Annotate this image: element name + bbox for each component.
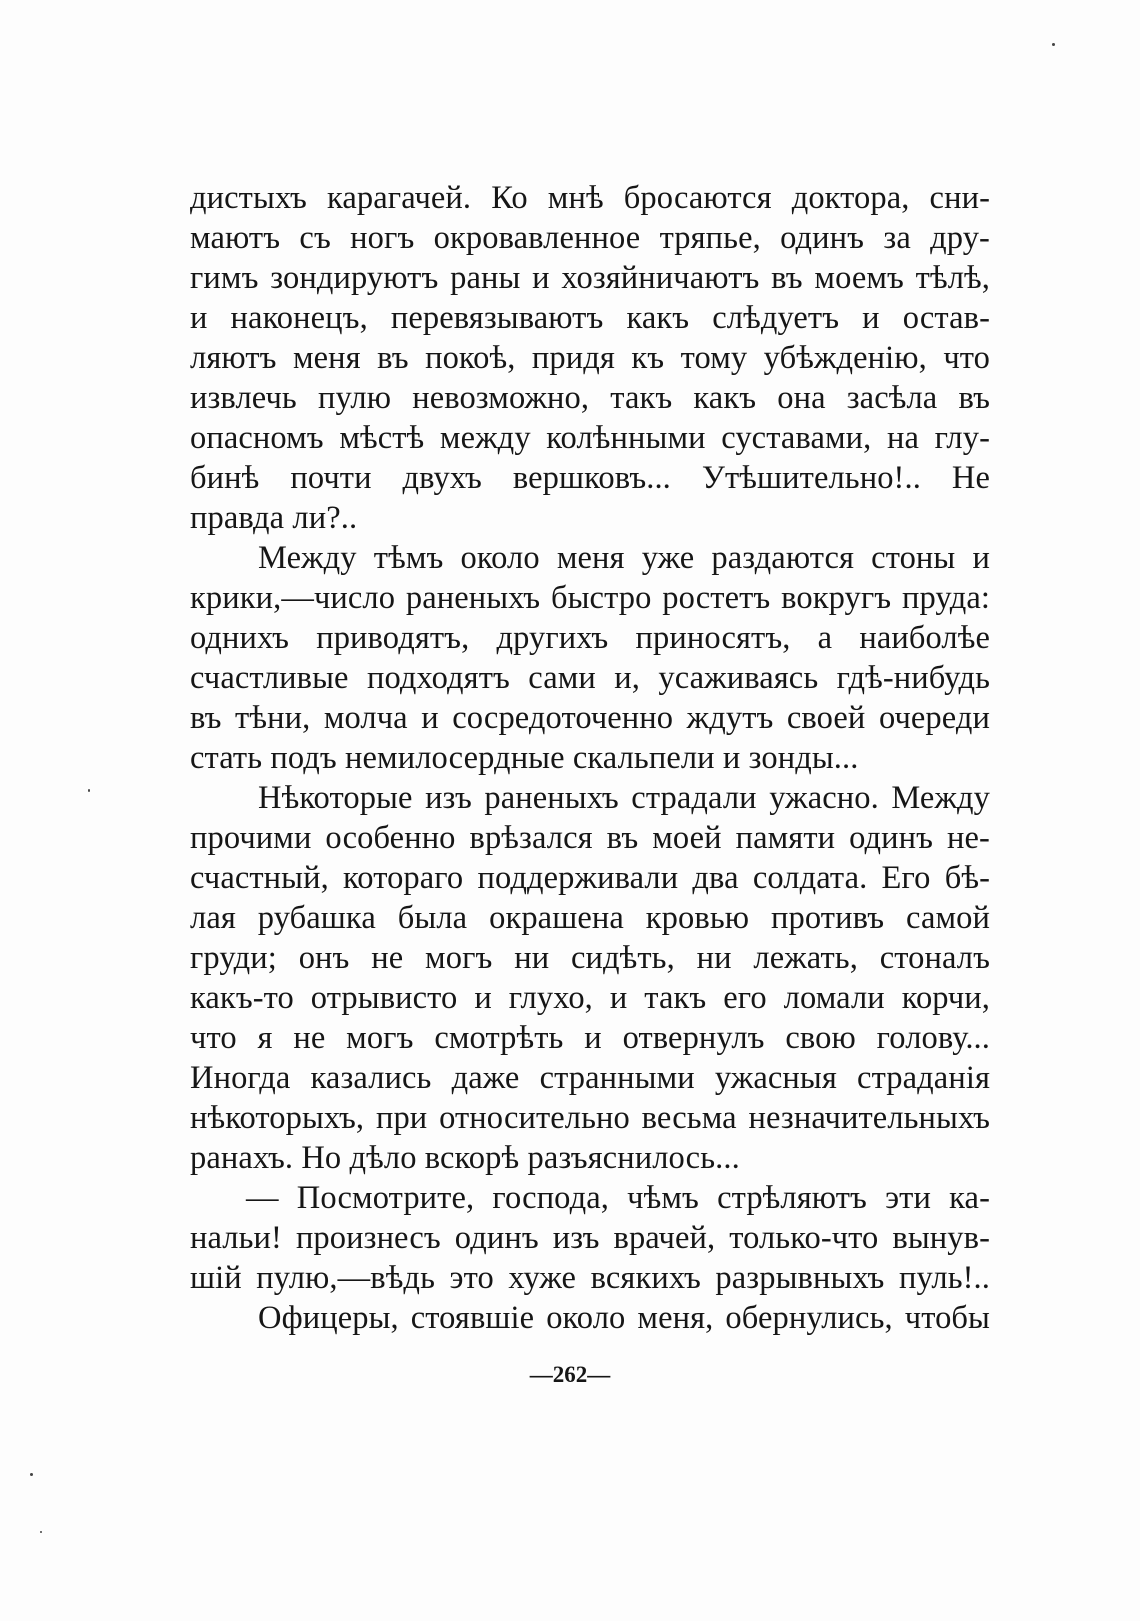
- text-line: бинѣ почти двухъ вершковъ... Утѣшительно!.. Не: [190, 460, 990, 496]
- scan-speck: [30, 1473, 33, 1476]
- text-line: маютъ съ ногъ окровавленное тряпье, одинъ за дру-: [190, 220, 990, 256]
- text-line: ляютъ меня въ покоѣ, придя къ тому убѣжденію, что: [190, 340, 990, 376]
- text-line: нальи! произнесъ одинъ изъ врачей, только-что вынув-: [190, 1220, 990, 1256]
- scan-speck: [40, 1531, 42, 1533]
- text-line: прочими особенно врѣзался въ моей памяти одинъ не-: [190, 820, 990, 856]
- text-line: ранахъ. Но дѣло вскорѣ разъяснилось...: [190, 1140, 740, 1176]
- text-line: что я не могъ смотрѣть и отвернулъ свою голову...: [190, 1020, 990, 1056]
- paragraph-start-line: Нѣкоторые изъ раненыхъ страдали ужасно. Между: [258, 780, 990, 816]
- text-line: гимъ зондируютъ раны и хозяйничаютъ въ моемъ тѣлѣ,: [190, 260, 990, 296]
- text-line: и наконецъ, перевязываютъ какъ слѣдуетъ и остав-: [190, 300, 990, 336]
- text-line: счастливые подходятъ сами и, усаживаясь гдѣ-нибудь: [190, 660, 990, 696]
- text-line: опасномъ мѣстѣ между колѣнными суставами, на глу-: [190, 420, 990, 456]
- page-number: —262—: [529, 1362, 611, 1387]
- text-line: груди; онъ не могъ ни сидѣть, ни лежать, стоналъ: [190, 940, 990, 976]
- text-line: однихъ приводятъ, другихъ приносятъ, а наиболѣе: [190, 620, 990, 656]
- scan-speck: [88, 789, 90, 792]
- text-line: какъ-то отрывисто и глухо, и такъ его ломали корчи,: [190, 980, 990, 1016]
- text-line: нѣкоторыхъ, при относительно весьма незначительныхъ: [190, 1100, 990, 1136]
- text-line: крики,—число раненыхъ быстро ростетъ вокругъ пруда:: [190, 580, 990, 616]
- text-line: въ тѣни, молча и сосредоточенно ждутъ своей очереди: [190, 700, 990, 736]
- text-line: Иногда казались даже странными ужасныя страданія: [190, 1060, 990, 1096]
- body-text: [190, 178, 990, 1338]
- dialogue-line: — Посмотрите, господа, чѣмъ стрѣляютъ эти ка-: [246, 1180, 990, 1216]
- text-line: правда ли?..: [190, 500, 358, 536]
- text-line: дистыхъ карагачей. Ко мнѣ бросаются доктора, сни-: [190, 180, 990, 216]
- text-line: извлечь пулю невозможно, такъ какъ она засѣла въ: [190, 380, 990, 416]
- text-line: счастный, котораго поддерживали два солдата. Его бѣ-: [190, 860, 990, 896]
- text-line: стать подъ немилосердные скальпели и зонды...: [190, 740, 859, 776]
- text-line: лая рубашка была окрашена кровью противъ самой: [190, 900, 990, 936]
- text-line: шій пулю,—вѣдь это хуже всякихъ разрывныхъ пуль!..: [190, 1260, 990, 1296]
- paragraph-start-line: Офицеры, стоявшіе около меня, обернулись, чтобы: [258, 1300, 990, 1336]
- paragraph-start-line: Между тѣмъ около меня уже раздаются стоны и: [258, 540, 990, 576]
- scan-speck: [1052, 43, 1055, 46]
